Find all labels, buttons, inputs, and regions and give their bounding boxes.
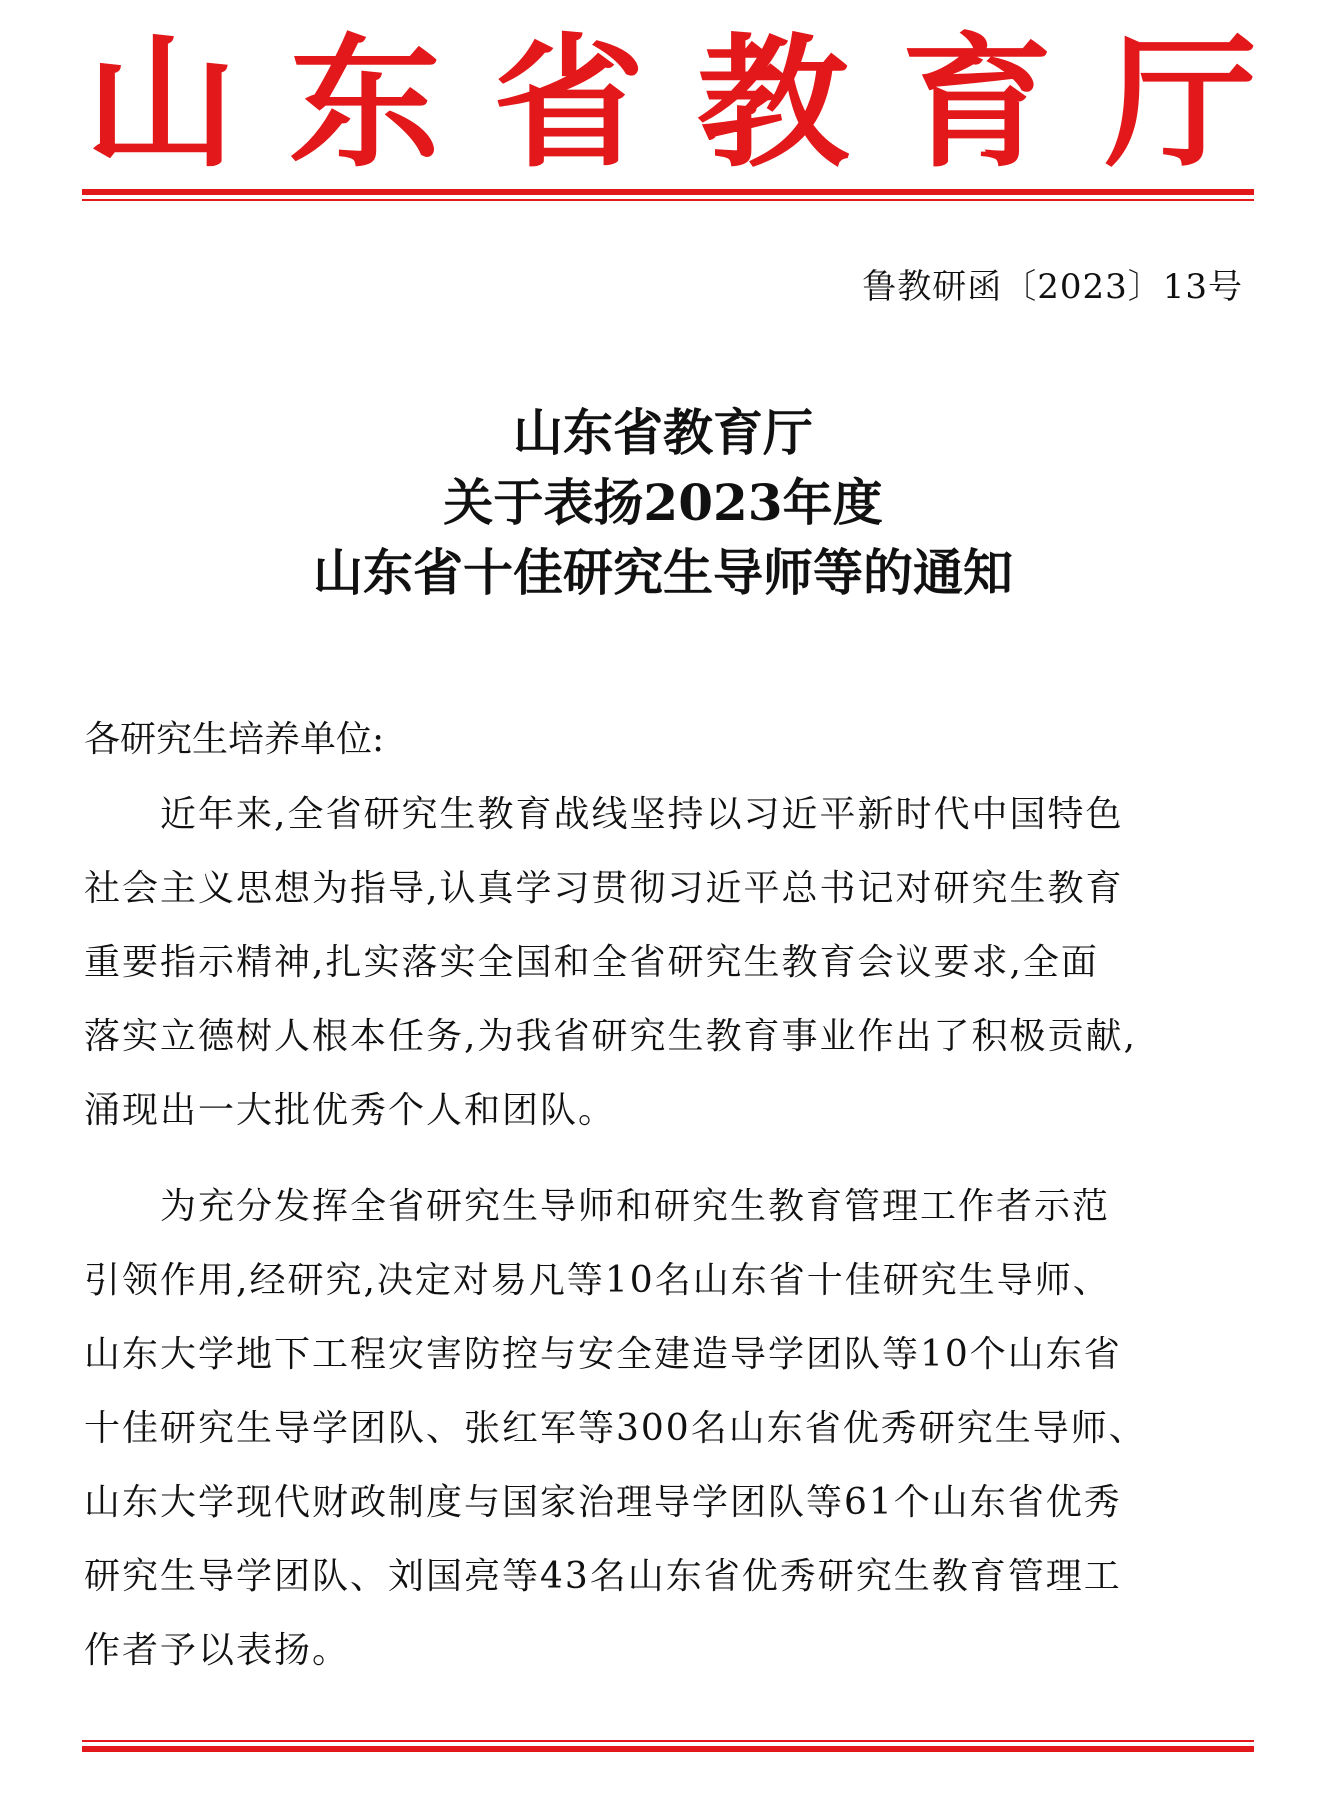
title-line: 关于表扬2023年度	[443, 473, 883, 532]
paragraph-2	[84, 1170, 1254, 1688]
paragraph-line: 十佳研究生导学团队、张红军等300名山东省优秀研究生导师、	[84, 1408, 1147, 1449]
masthead-char: 教	[697, 18, 849, 187]
masthead-char: 厅	[1105, 18, 1257, 187]
paragraph-line: 山东大学现代财政制度与国家治理导学团队等61个山东省优秀	[84, 1482, 1122, 1523]
paragraph-line: 重要指示精神,扎实落实全国和全省研究生教育会议要求,全面	[84, 942, 1099, 983]
document-number: 鲁教研函〔2023〕13号	[862, 267, 1243, 307]
paragraph-line: 社会主义思想为指导,认真学习贯彻习近平总书记对研究生教育	[84, 868, 1124, 909]
paragraph-line: 山东大学地下工程灾害防控与安全建造导学团队等10个山东省	[84, 1334, 1122, 1375]
masthead-rule-thick	[82, 189, 1254, 195]
paragraph-line: 涌现出一大批优秀个人和团队。	[84, 1090, 617, 1131]
document-title	[0, 398, 1326, 608]
paragraph-line: 研究生导学团队、刘国亮等43名山东省优秀研究生教育管理工	[84, 1556, 1122, 1597]
paragraph-line: 近年来,全省研究生教育战线坚持以习近平新时代中国特色	[84, 794, 1124, 835]
footer-rule-thin	[82, 1740, 1254, 1742]
masthead-rule-thin	[82, 199, 1254, 201]
salutation: 各研究生培养单位:	[84, 719, 385, 760]
masthead-char: 省	[493, 18, 645, 187]
masthead-char: 东	[289, 18, 441, 187]
masthead	[85, 18, 1257, 187]
masthead-char: 山	[85, 18, 237, 187]
footer-rule-thick	[82, 1746, 1254, 1752]
paragraph-line: 作者予以表扬。	[84, 1630, 351, 1671]
paragraph-line: 落实立德树人根本任务,为我省研究生教育事业作出了积极贡献,	[84, 1016, 1137, 1057]
masthead-char: 育	[901, 18, 1053, 187]
title-line: 山东省十佳研究生导师等的通知	[313, 543, 1013, 602]
paragraph-line: 引领作用,经研究,决定对易凡等10名山东省十佳研究生导师、	[84, 1260, 1111, 1301]
title-line: 山东省教育厅	[513, 403, 813, 462]
paragraph-1	[84, 778, 1254, 1148]
paragraph-line: 为充分发挥全省研究生导师和研究生教育管理工作者示范	[84, 1186, 1111, 1227]
